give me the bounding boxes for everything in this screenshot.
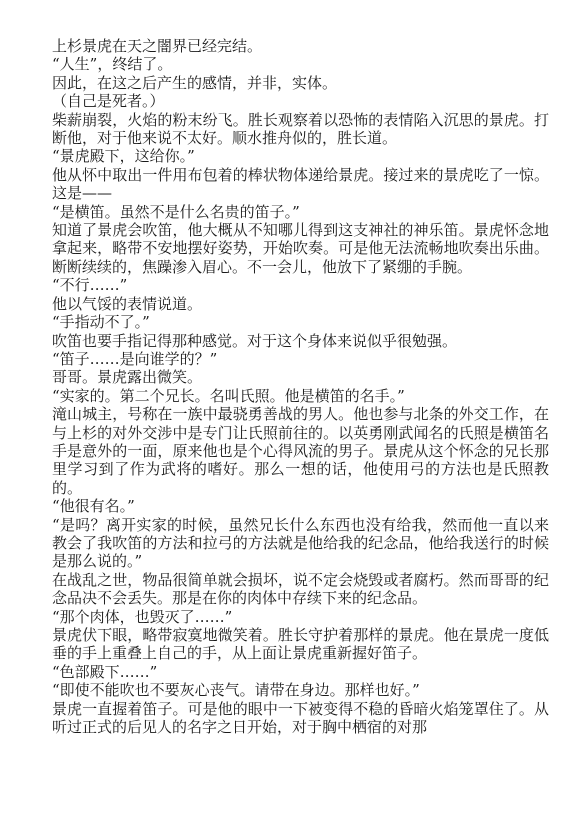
paragraph: 景虎一直握着笛子。可是他的眼中一下被变得不稳的昏暗火焰笼罩住了。从听过正式的后见人的名字之日开始，对于胸中栖宿的对那 <box>52 699 549 737</box>
paragraph: “笛子……是向谁学的？” <box>52 349 218 368</box>
paragraph: 因此，在这之后产生的感情，并非，实体。 <box>52 73 338 92</box>
paragraph: （自己是死者。） <box>52 92 165 111</box>
paragraph: 柴薪崩裂，火焰的粉末纷飞。胜长观察着以恐怖的表情陷入沉思的景虎。打断他，对于他来说不太好。顺水推舟似的，胜长道。 <box>52 110 549 148</box>
paragraph: “是横笛。虽然不是什么名贵的笛子。” <box>52 202 300 221</box>
paragraph: 吹笛也要手指记得那种感觉。对于这个身体来说似乎很勉强。 <box>52 331 458 350</box>
document-page <box>52 37 549 736</box>
paragraph: 在战乱之世，物品很简单就会损坏，说不定会烧毁或者腐朽。然而哥哥的纪念品决不会丢失。那是在你的肉体中存续下来的纪念品。 <box>52 570 549 608</box>
paragraph: “人生”，终结了。 <box>52 55 173 74</box>
paragraph: “实家的。第二个兄长。名叫氏照。他是横笛的名手。” <box>52 386 405 405</box>
paragraph: “那个肉体，也毁灭了……” <box>52 607 233 626</box>
paragraph: “他很有名。” <box>52 497 135 516</box>
paragraph: 哥哥。景虎露出微笑。 <box>52 368 203 387</box>
paragraph: “即使不能吹也不要灰心丧气。请带在身边。那样也好。” <box>52 681 420 700</box>
paragraph: “不行……” <box>52 276 128 295</box>
paragraph: “手指动不了。” <box>52 313 150 332</box>
paragraph: 他从怀中取出一件用布包着的棒状物体递给景虎。接过来的景虎吃了一惊。这是—— <box>52 165 549 203</box>
paragraph: 上杉景虎在天之闇界已经完结。 <box>52 37 263 55</box>
paragraph: “景虎殿下，这给你。” <box>52 147 195 166</box>
paragraph: 他以气馁的表情说道。 <box>52 294 203 313</box>
paragraph: 滝山城主，号称在一族中最骁勇善战的男人。他也参与北条的外交工作，在与上杉的对外交涉中是专门让氏照前往的。以英勇刚武闻名的氏照是横笛名手是意外的一面，原来他也是个心得风流的男子。景虎从这个怀念的兄长那里学习到了作为武将的嗜好。那么一想的话，他使用弓的方法也是氏照教的。 <box>52 405 549 497</box>
paragraph: “是吗？离开实家的时候，虽然兄长什么东西也没有给我，然而他一直以来教会了我吹笛的方法和拉弓的方法就是他给我的纪念品，他给我送行的时候是那么说的。” <box>52 515 549 571</box>
paragraph: “色部殿下……” <box>52 662 158 681</box>
paragraph: 景虎伏下眼，略带寂寞地微笑着。胜长守护着那样的景虎。他在景虎一度低垂的手上重叠上自己的手，从上面让景虎重新握好笛子。 <box>52 626 549 663</box>
paragraph: 知道了景虎会吹笛，他大概从不知哪儿得到这支神社的神乐笛。景虎怀念地拿起来，略带不安地摆好姿势，开始吹奏。可是他无法流畅地吹奏出乐曲。断断续续的，焦躁渗入眉心。不一会儿，他放下了紧绷的手腕。 <box>52 221 549 276</box>
